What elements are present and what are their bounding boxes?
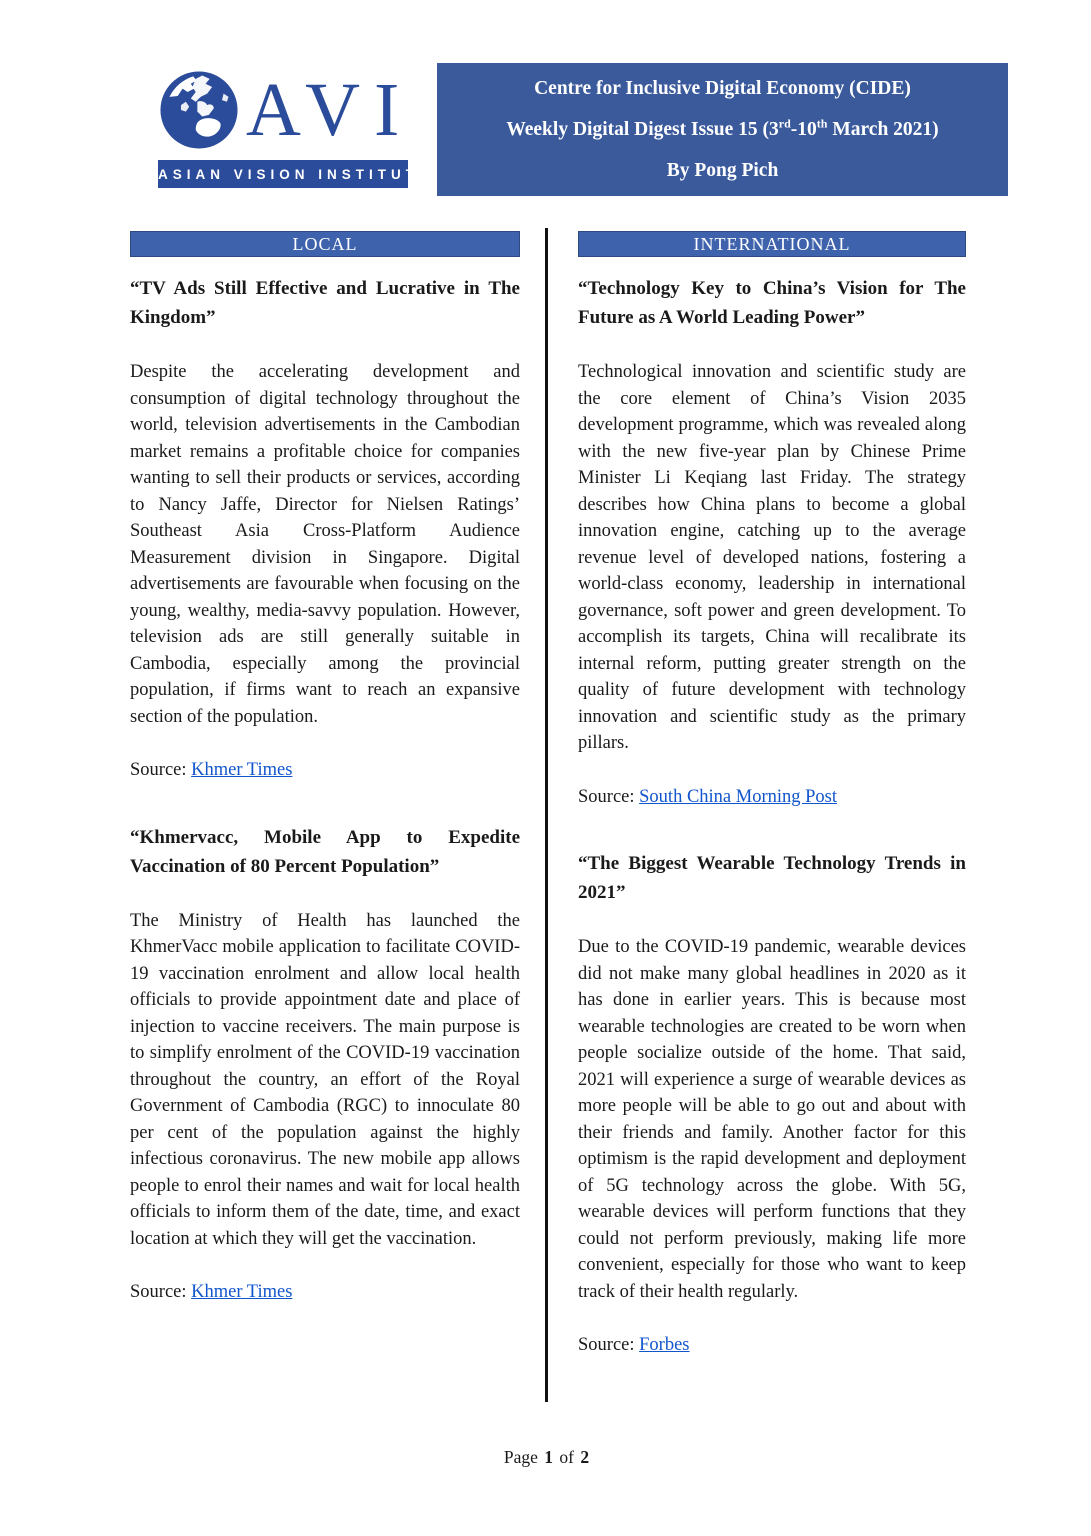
section-heading-local: LOCAL (130, 231, 520, 257)
source-line (130, 757, 520, 784)
banner-line-2 (437, 109, 1008, 150)
banner-line-2-post: March 2021) (827, 119, 939, 140)
source-link-forbes[interactable]: Forbes (639, 1335, 690, 1355)
article-title: “The Biggest Wearable Technology Trends in 2021” (578, 853, 966, 903)
article-body: Despite the accelerating development and consumption of digital technology throughout the world, television advertisements in the Cambodian market remains a profitable choice for companies wanting to sell their products or services, according to Nancy Jaffe, Director for Nielsen Ratings’ Southeast Asia Cross-Platform Audience Measurement division in Singapore. Digital advertisements are favourable when focusing on the young, wealthy, media-savvy population. However, television ads are still generally suitable in Cambodia, especially among the provincial population, if firms want to reach an expansive section of the population. (130, 362, 520, 727)
article-local-2 (130, 823, 520, 1306)
source-label: Source: (578, 1335, 640, 1355)
banner-line-3: By Pong Pich (666, 160, 779, 181)
logo-banner: ASIAN VISION INSTITUTE (158, 160, 408, 188)
page-number-of: of (555, 1447, 579, 1467)
source-line (578, 784, 966, 811)
source-link-south-china-morning-post[interactable]: South China Morning Post (639, 786, 838, 807)
source-link-khmer-times[interactable]: Khmer Times (191, 1282, 293, 1302)
source-line (578, 1332, 966, 1359)
article-local-1 (130, 274, 520, 784)
header-banner (437, 63, 1008, 196)
column-divider (545, 228, 548, 1402)
avi-logo (158, 62, 434, 188)
page-number-total: 2 (580, 1447, 590, 1467)
local-column (130, 231, 520, 1345)
article-title: “TV Ads Still Effective and Lucrative in The Kingdom” (130, 278, 520, 328)
international-column (578, 231, 966, 1398)
section-heading-international: INTERNATIONAL (578, 231, 966, 257)
source-label: Source: (578, 786, 640, 807)
source-label: Source: (130, 1282, 192, 1302)
article-body: Due to the COVID-19 pandemic, wearable devices did not make many global headlines in 2020 as it has done in earlier years. This is because most wearable technologies are created to be worn when people socialize outside of the home. That said, 2021 will experience a surge of wearable devices as more people will be able to go out and about with their friends and family. Another factor for this optimism is the rapid development and deployment of 5G technology across the globe. With 5G, wearable devices will perform functions that they could not perform previously, making life more convenient, especially for those who want to keep track of their health regularly. (578, 937, 966, 1302)
page-number-label: Page (503, 1447, 543, 1467)
article-body: The Ministry of Health has launched the KhmerVacc mobile application to facilitate COVID-19 vaccination enrolment and allow local health officials to provide appointment date and place of injection to vaccine receivers. The main purpose is to simplify enrolment of the COVID-19 vaccination throughout the country, an effort of the Royal Government of Cambodia (RGC) to innoculate 80 per cent of the population against the highly infectious coronavirus. The new mobile app allows people to enrol their names and wait for local health officials to inform them of the date, time, and exact location at which they will get the vaccination. (130, 910, 520, 1249)
page-number (0, 1447, 1091, 1468)
article-body: Technological innovation and scientific study are the core element of China’s Vision 2035 development programme, which was revealed along with the new five-year plan by Chinese Prime Minister Li Keqiang last Friday. The strategy describes how China plans to become a global innovation engine, catching up to the average revenue level of developed nations, fostering a world-class economy, leadership in international governance, soft power and green development. To accomplish its targets, China will recalibrate its internal reform, putting greater strength on the quality of future development with technology innovation and scientific study as the primary pillars. (578, 362, 966, 753)
globe-icon (158, 69, 240, 151)
logo-acronym: AVI (246, 68, 414, 152)
source-line (130, 1279, 520, 1306)
banner-line-1: Centre for Inclusive Digital Economy (CIDE) (534, 78, 911, 99)
banner-line-2-sup1: rd (778, 116, 791, 131)
page-number-current: 1 (544, 1447, 554, 1467)
article-title: “Technology Key to China’s Vision for The Future as A World Leading Power” (578, 278, 966, 328)
article-international-1 (578, 274, 966, 810)
source-label: Source: (130, 760, 192, 780)
article-title: “Khmervacc, Mobile App to Expedite Vaccination of 80 Percent Population” (130, 826, 520, 877)
banner-line-2-sup2: th (816, 116, 828, 131)
banner-line-2-pre: Weekly Digital Digest Issue 15 (3 (506, 119, 779, 140)
article-international-2 (578, 849, 966, 1359)
source-link-khmer-times[interactable]: Khmer Times (191, 760, 293, 780)
banner-line-2-mid: -10 (790, 119, 817, 140)
